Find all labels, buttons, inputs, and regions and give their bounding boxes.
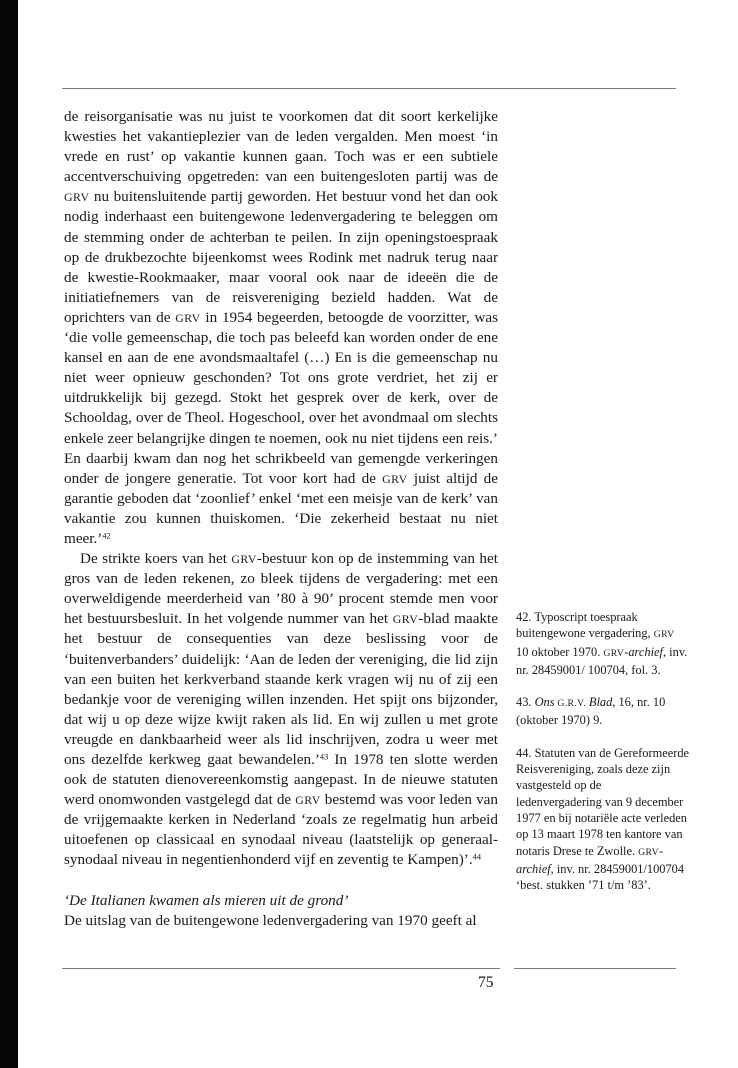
grv-abbreviation: GRV — [392, 612, 419, 627]
margin-notes — [516, 609, 690, 909]
body-paragraph-1: de reisorganisatie was nu juist te voorkomen dat dit soort kerkelijke kwesties het vakantieplezier van de leden vergalden. Men moest ‘in vrede en rust’ op vakantie kunnen gaan. Toch was er een subtiele accentverschuiving opgetreden: van een buitengesloten partij was de GRV nu buitensluitende partij geworden. Het bestuur vond het dan ook nodig inderhaast een buitengewone ledenvergadering te beleggen om de stemming onder de achterban te peilen. In zijn openingstoespraak op de drukbezochte bijeenkomst wees Rodink met nadruk terug naar de kwestie-Rookmaaker, maar vooral ook naar de ideeën die de initiatiefnemers van de reisvereniging bezield hadden. Wat de oprichters van de GRV in 1954 begeerden, betoogde de voorzitter, was ‘die volle gemeenschap, die toch pas beleefd kan worden onder de ene kansel en aan de ene avondsmaaltafel (…) En is die gemeenschap nu niet weer opnieuw geschonden? Tot ons grote verdriet, het zij er uitdrukkelijk bij gezegd. Stokt het gesprek over de kerk, over de Schooldag, over de Theol. Hogeschool, over het avondmaal om slechts enkele zeer belangrijke dingen te noemen, ook nu niet tijdens een reis.’ En daarbij kwam dan nog het schrikbeeld van gemengde verkeringen onder de jongere generatie. Tot voor kort had de GRV juist altijd de garantie geboden dat ‘zoonlief’ enkel ‘met een meisje van de kerk’ van vakantie zou kunnen thuiskomen. ‘Die zekerheid bestaat nu niet meer.’$^{42}$ — [64, 108, 498, 547]
binding-edge — [0, 0, 18, 1068]
footnote-ref-43: 43 — [319, 752, 329, 762]
grv-abbreviation: GRV — [64, 190, 90, 205]
footnote-ref-42: 42 — [102, 531, 111, 541]
grv-abbreviation: GRV — [382, 471, 408, 486]
top-rule — [62, 88, 676, 89]
main-text-column — [64, 107, 498, 931]
body-paragraph-2: De strikte koers van het GRV-bestuur kon op de instemming van het gros van de leden rekenen, zo bleek tijdens de vergadering: met een overweldigende meerderheid van ’80 à 90’ procent stemde men voor het bestuursbesluit. In het volgende nummer van het GRV-blad maakte het bestuur de consequenties van deze beslissing voor de ‘buitenverbanders’ duidelijk: ‘Aan de leden der vereniging, die lid zijn van een buiten het kerkverband staande kerk vragen wij nu of zij een bedankje voor de vereniging willen inzenden. Het spijt ons bijzonder, dat wij u op deze wijze kwijt raken als lid. En wij zullen u met grote vreugde en dankbaarheid weer als lid inschrijven, zodra u weer met ons dezelfde kerkweg gaat bewandelen.’$^{43}$ In 1978 ten slotte werden ook de statuten dienovereenkomstig aangepast. In de nieuwe statuten werd onomwonden vastgelegd dat de GRV bestemd was voor leden van de vrijgemaakte kerken in Nederland ‘zoals ze regelmatig hun arbeid uitoefenen op classicaal en synodaal niveau (laatstelijk op generaal-synodaal niveau in negentienhonderd vijf en zeventig te Kampen)’.$^{44}$ — [64, 550, 498, 869]
bottom-rule — [62, 968, 500, 969]
footnote-42: 42. Typoscript toespraak buitengewone vergadering, GRV 10 oktober 1970. GRV-archief, inv. nr. 28459001/ 100704, fol. 3. — [516, 610, 688, 677]
notes-bottom-rule — [514, 968, 676, 969]
body-paragraph-3: De uitslag van de buitengewone ledenvergadering van 1970 geeft al — [64, 911, 477, 929]
footnote-44: 44. Statuten van de Gereformeerde Reisvereniging, zoals deze zijn vastgesteld op de ledenvergadering van 9 december 1977 en bij notariële acte verleden op 13 maart 1978 ten kantore van notaris Drese te Zwolle. GRV-archief, inv. nr. 28459001/100704 ‘best. stukken ’71 t/m ’83’. — [516, 745, 690, 893]
page-number: 75 — [478, 974, 494, 991]
grv-abbreviation: GRV — [231, 552, 257, 567]
section-heading: ‘De Italianen kwamen als mieren uit de grond’ — [64, 891, 349, 909]
footnote-43: 43. Ons G.R.V. Blad, 16, nr. 10 (oktober 1970) 9. — [516, 695, 666, 728]
grv-abbreviation: GRV — [175, 310, 201, 325]
footnote-ref-44: 44 — [472, 852, 481, 862]
grv-abbreviation: GRV — [295, 793, 321, 808]
